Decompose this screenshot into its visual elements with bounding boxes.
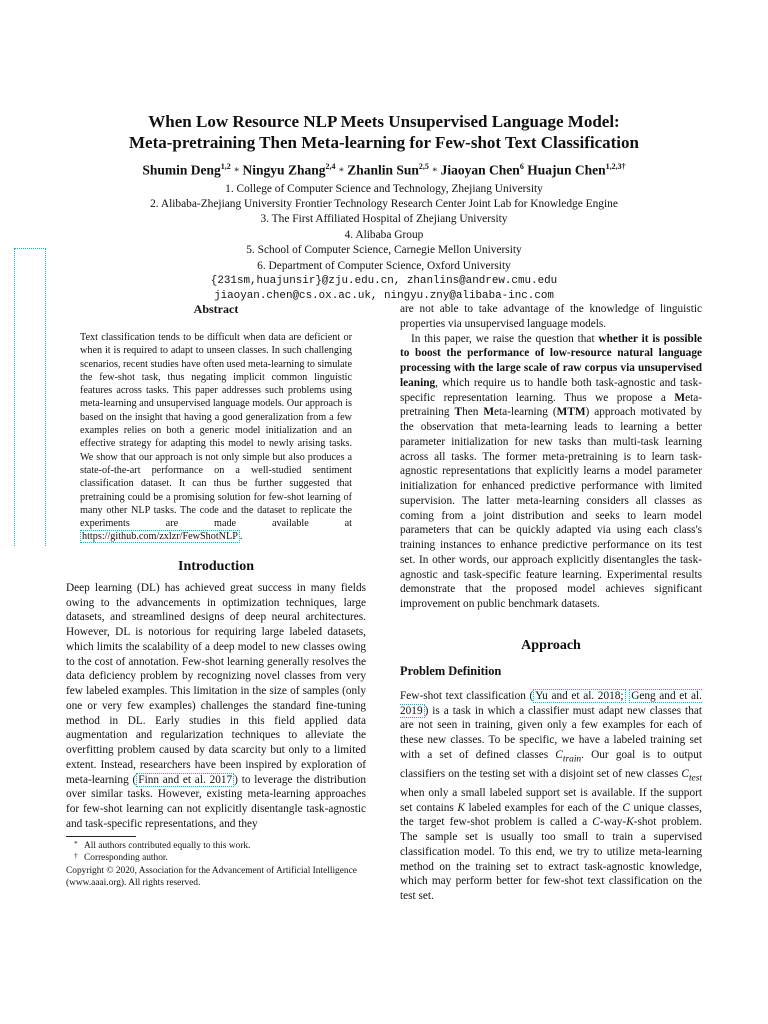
affiliation: 2. Alibaba-Zhejiang University Frontier Technology Research Center Joint Lab for Knowledge Engine bbox=[150, 197, 618, 210]
citation-link[interactable]: Finn and et al. 2017 bbox=[138, 773, 233, 786]
footnote-mark: * bbox=[74, 838, 78, 848]
author-affil-sup: 2,5 bbox=[418, 162, 429, 171]
paragraph-text: Few-shot text classification ( bbox=[400, 689, 534, 702]
author-mark: * bbox=[234, 166, 240, 178]
research-question: whether it is possible to boost the performance of low-resource natural language processing with the large scale of raw corpus via unsupervised leaning bbox=[400, 332, 702, 389]
author: Huajun Chen bbox=[527, 162, 606, 178]
intro-continued-paragraph: are not able to take advantage of the knowledge of linguistic properties via unsupervised language models. bbox=[400, 303, 702, 330]
author: Jiaoyan Chen bbox=[440, 162, 520, 178]
affiliation: 5. School of Computer Science, Carnegie Mellon University bbox=[246, 244, 522, 257]
email-line: jiaoyan.chen@cs.ox.ac.uk, ningyu.zny@alibaba-inc.com bbox=[214, 289, 554, 302]
section-heading-approach: Approach bbox=[521, 637, 581, 653]
affiliation: 3. The First Affiliated Hospital of Zhejiang University bbox=[260, 213, 508, 226]
paper-title bbox=[60, 111, 708, 153]
footnote bbox=[66, 852, 366, 864]
acronym-letter: T bbox=[454, 406, 463, 419]
paragraph-text: . Our goal is to output classifiers on the testing set with a disjoint set of new classes bbox=[400, 748, 702, 780]
math-subscript: test bbox=[688, 773, 702, 783]
author: Shumin Deng bbox=[142, 162, 221, 178]
section-heading-introduction: Introduction bbox=[178, 558, 254, 574]
method-acronym: MTM bbox=[556, 406, 586, 419]
right-column bbox=[400, 302, 702, 904]
affiliation: 4. Alibaba Group bbox=[344, 228, 424, 241]
acronym-letter: M bbox=[674, 391, 686, 404]
citation-link[interactable]: Geng and et al. 2019 bbox=[400, 689, 703, 717]
code-link[interactable]: https://github.com/zxlzr/FewShotNLP bbox=[82, 531, 238, 543]
footnote bbox=[66, 840, 366, 852]
author-list bbox=[60, 158, 708, 182]
intro-text: ) to leverage the distribution over similar tasks. However, existing meta-learning approaches for few-shot learning can not explicitly disentangle task-agnostic and task-specific representations, and they bbox=[66, 773, 366, 830]
affiliation: 1. College of Computer Science and Technology, Zhejiang University bbox=[225, 182, 543, 195]
math-symbol: C bbox=[555, 748, 563, 761]
paragraph-text: -way- bbox=[599, 816, 627, 829]
paragraph-text: ) is a task in which a classifier must adapt new classes that are not seen in training, given only a few examples for each of these new classes. To be specific, we have a labeled training set with a set of defined classes bbox=[400, 704, 702, 761]
citation-link[interactable]: Yu and et al. 2018; bbox=[535, 689, 624, 702]
paragraph-text: eta-learning ( bbox=[494, 406, 557, 419]
intro-text: Deep learning (DL) has achieved great success in many fields owing to the advancements in optimization techniques, large datasets, and streamlined designs of deep neural architectures. However, DL is notorious for requiring large labeled datasets, which limits the scalability of a deep model to new classes owing to the cost of annotation. Few-shot learning generally resolves the data deficiency problem by recognizing novel classes from very few labeled examples. This limitation in the size of samples (only one or very few examples) challenges the standard fine-tuning method in DL. Early studies in this field applied data augmentation and regularization techniques to alleviate the overfitting problem caused by data scarcity but only to a limited extent. Instead, researchers have been inspired by exploration of meta-learning ( bbox=[66, 581, 366, 786]
author-affil-sup: 1,2,3† bbox=[605, 162, 626, 171]
acronym-letter: M bbox=[483, 406, 494, 419]
email-line: {231sm,huajunsir}@zju.edu.cn, zhanlins@andrew.cmu.edu bbox=[210, 274, 558, 287]
author-mark: * bbox=[432, 166, 438, 178]
left-column bbox=[66, 302, 366, 889]
author: Zhanlin Sun bbox=[347, 162, 419, 178]
subsection-heading-problem-definition: Problem Definition bbox=[400, 663, 502, 678]
intro-paragraph bbox=[66, 581, 366, 832]
abstract-end: . bbox=[239, 531, 243, 543]
abstract-body bbox=[66, 331, 366, 544]
contribution-paragraph bbox=[400, 332, 702, 612]
paragraph-text: unique classes, the target few-shot problem is called a bbox=[400, 801, 702, 829]
footnote-text: Corresponding author. bbox=[84, 852, 168, 863]
math-subscript: train bbox=[562, 754, 582, 764]
author-affil-sup: 6 bbox=[519, 162, 524, 171]
footnote-rule bbox=[66, 836, 136, 837]
abstract-text: Text classification tends to be difficult when data are deficient or when it is required to adapt to unseen classes. In such challenging scenarios, recent studies have often used meta-learning to simulate the few-shot task, thus negating implicit common linguistic features across tasks. This paper addresses such problems using meta-learning and unsupervised language models. Our approach is based on the insight that having a good generalization from a few examples relies on both a generic model initialization and an effective strategy for adapting this model to newly arising tasks. We show that our approach is not only simple but also produces a state-of-the-art performance on a well-studied sentiment classification dataset. It can thus be further suggested that pretraining could be a promising solution for few-shot learning of many other NLP tasks. The code and the dataset to replicate the experiments are made available at bbox=[80, 332, 352, 530]
math-symbol: C bbox=[622, 801, 630, 814]
author-affil-sup: 2,4 bbox=[325, 162, 336, 171]
problem-definition-paragraph bbox=[400, 689, 702, 904]
author-affil-sup: 1,2 bbox=[220, 162, 231, 171]
math-symbol: C bbox=[592, 816, 600, 829]
paragraph-text: eta-pretraining bbox=[400, 391, 702, 419]
paragraph-text: hen bbox=[462, 406, 484, 419]
copyright-notice: Copyright © 2020, Association for the Advancement of Artificial Intelligence (www.aaai.org). All rights reserved. bbox=[66, 865, 357, 888]
paper-header bbox=[60, 111, 708, 304]
paragraph-text: when only a small labeled support set is available. If the support set contains bbox=[400, 786, 702, 814]
title-line-2: Meta-pretraining Then Meta-learning for Few-shot Text Classification bbox=[129, 133, 639, 152]
paragraph-text: -shot problem. The sample set is usually too small to train a supervised classification model. To this end, we try to utilize meta-learning method on the training set to extract task-agnostic knowledge, which may perform better for few-shot text classification on the test set. bbox=[400, 816, 702, 902]
footnote-text: All authors contributed equally to this work. bbox=[84, 840, 251, 851]
paragraph-text: , which require us to handle both task-agnostic and task-specific representation learning. Thus we propose a bbox=[400, 376, 702, 404]
paragraph-text: ) approach motivated by the observation that meta-learning leads to learning a better parameter initialization for new tasks than multi-task learning across all tasks. The former meta-pretraining is to learn task-agnostic representations that explicitly learns a model parameter initialization for enhanced predictive performance with limited supervision. The latter meta-learning considers all classes as coming from a joint distribution and seeks to learn model parameters that can be quickly adapted via using each class's training instances to enhance predictive performance on its test set. In other words, our approach explicitly disentangles the task-agnostic and task-specific feature learning. Experimental results demonstrate that the proposed model achieves significant improvement on public benchmark datasets. bbox=[400, 406, 703, 610]
author: Ningyu Zhang bbox=[242, 162, 326, 178]
affiliation: 6. Department of Computer Science, Oxford University bbox=[257, 259, 511, 272]
math-symbol: K bbox=[457, 801, 465, 814]
math-symbol: K bbox=[626, 816, 634, 829]
author-mark: * bbox=[338, 166, 344, 178]
footnote-mark: † bbox=[74, 850, 78, 860]
paragraph-text: labeled examples for each of the bbox=[464, 801, 623, 814]
abstract-heading: Abstract bbox=[193, 302, 239, 316]
footnotes bbox=[66, 840, 366, 889]
margin-link-box bbox=[14, 248, 46, 546]
paragraph-text: In this paper, we raise the question that bbox=[411, 332, 599, 345]
title-line-1: When Low Resource NLP Meets Unsupervised Language Model: bbox=[148, 112, 620, 131]
math-symbol: C bbox=[681, 767, 689, 780]
